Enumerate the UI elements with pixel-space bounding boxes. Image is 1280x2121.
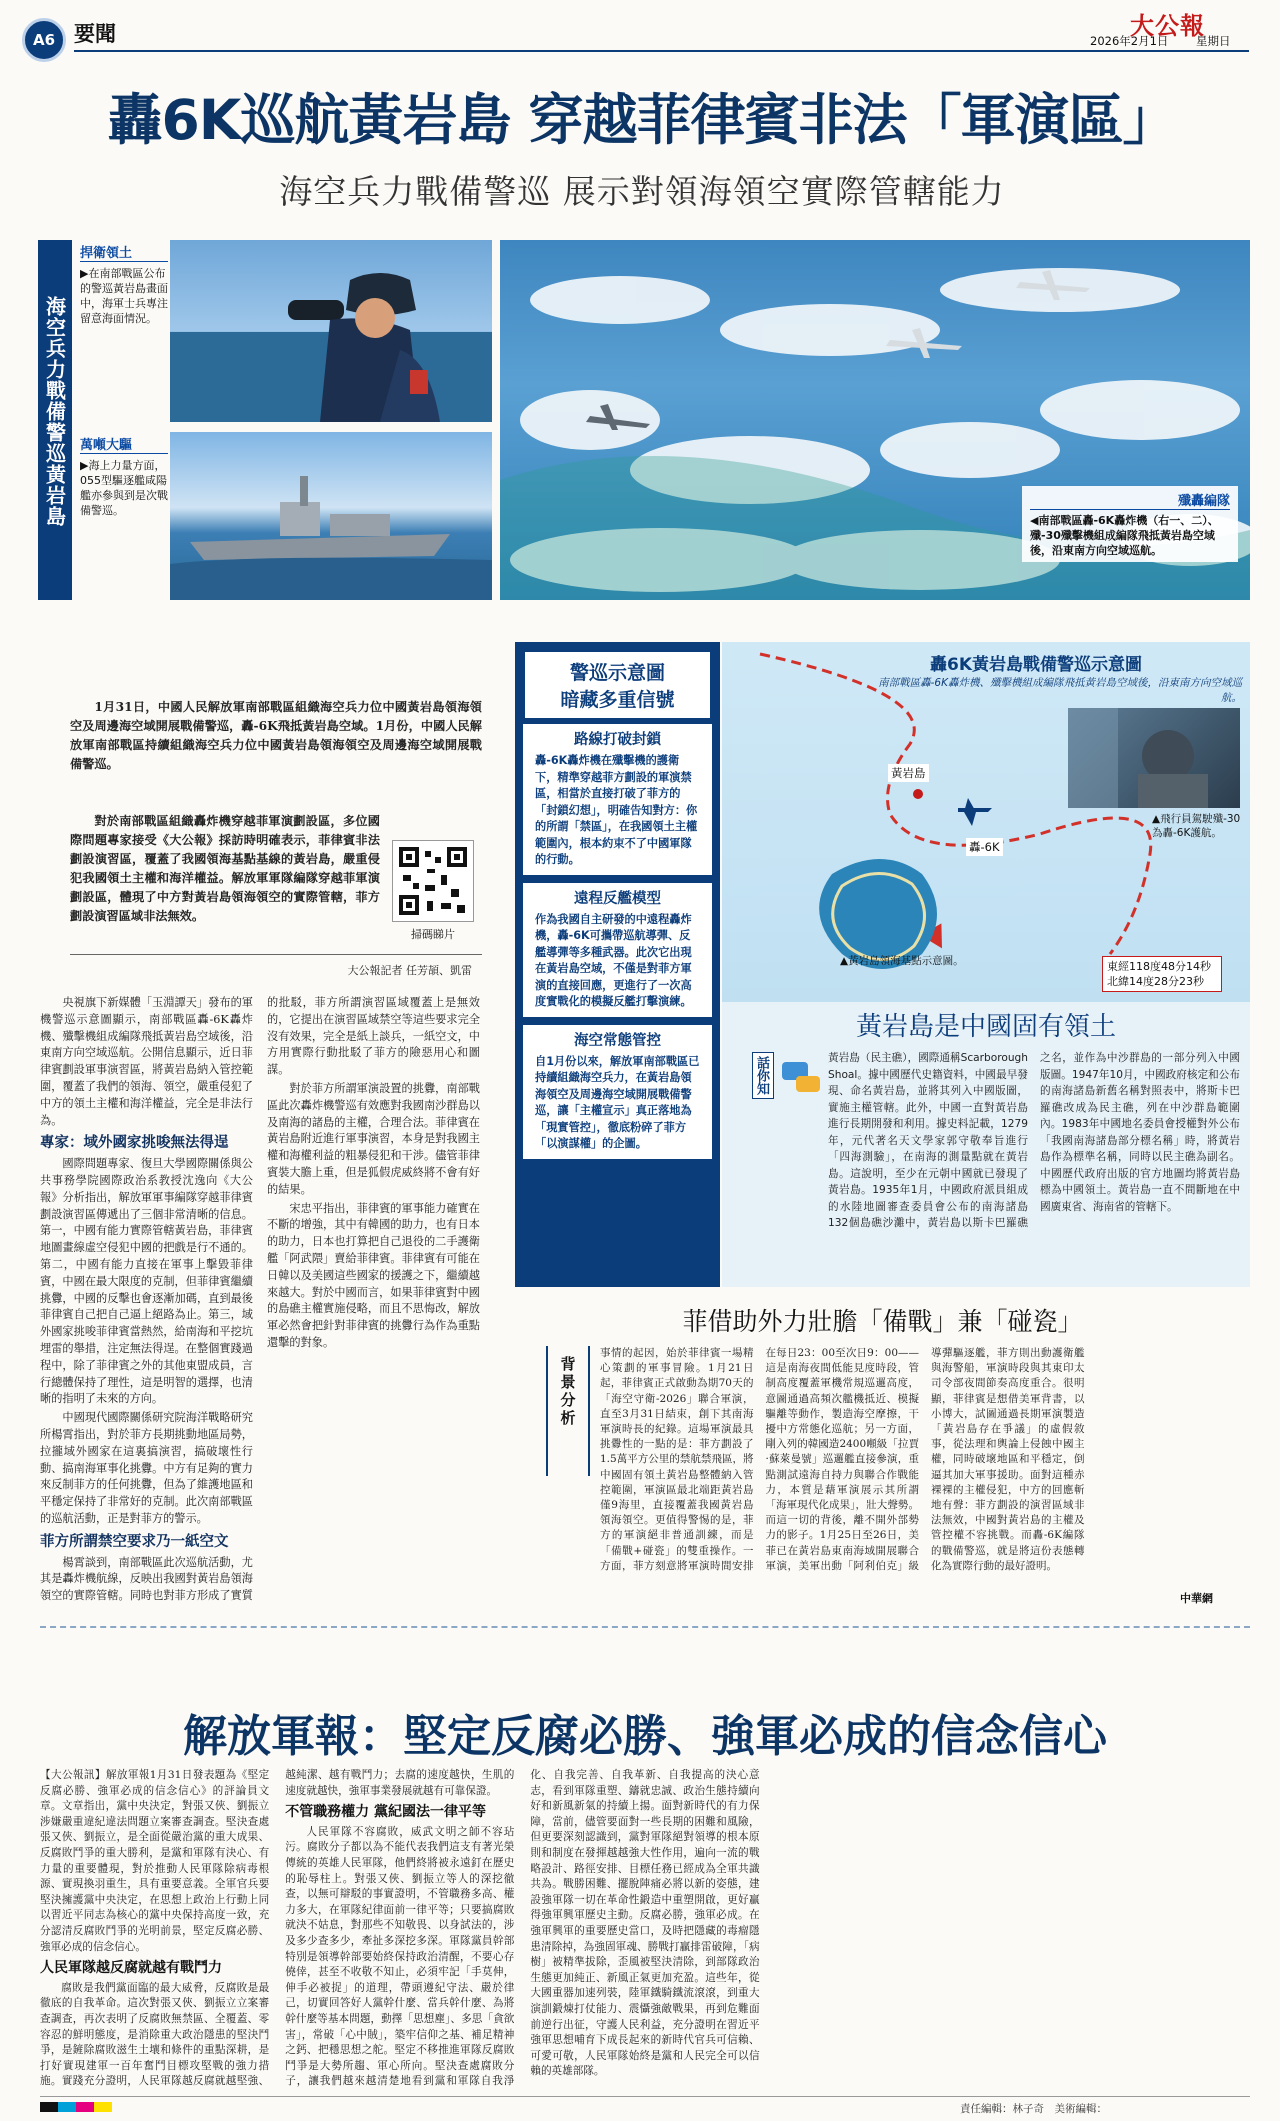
analysis-text: 事情的起因，始於菲律賓一場精心策劃的軍事冒險。1月21日起，菲律賓正式啟動為期70天的「海空守衛-2026」聯合軍演，直至3月31日結束，創下其南海軍演時長的紀錄。這場軍演最具挑釁性的一點的是：菲方劃設了1.5萬平方公里的禁航禁飛區，將中國固有領土黃岩島整體納入管控範圍，軍演區最北端距黃岩島僅9海里，直接覆蓋我國黃岩島領海領空。更值得警惕的是，菲方的軍演絕非普通訓練，而是「備戰+碰瓷」的雙重操作。一方面，菲方刻意將軍演時間安排在每日23：00至次日9：00——這是南海夜間低能見度時段，管制高度覆蓋軍機常規巡邏高度，意圖通過高頻次艦機抵近、模擬驅離等動作，製造海空摩擦，干擾中方常態化巡航；另一方面，剛入列的韓國造2400噸級「拉賈·蘇萊曼號」巡邏艦直接參演，重點測試遠海自持力與聯合作戰能力，本質是藉軍演展示其所謂「海軍現代化成果」，壯大聲勢。而這一切的背後，離不開外部勢力的影子。1月25日至26日，美菲已在黃岩島東南海域開展聯合軍演，美軍出動「阿利伯克」級導彈驅逐艦，菲方則出動護衛艦與海警船，軍演時段與其東印太司令部夜間節奏高度重合。很明顯，菲律賓是想借美軍背書，以小博大，試圖通過長期軍演製造「黃岩島存在爭議」的虛假敘事，從法理和輿論上侵蝕中國主權，同時破壞地區和平穩定，倒逼其加大軍事援助。面對這種赤裸裸的主權侵犯，中方的回應斬地有聲：菲方劃設的演習區域非法無效，中國對黃岩島的主權及管控權不容挑戰。而轟-6K編隊的戰備警巡，就是將這份表態轉化為實際行動的最好證明。	[600, 1347, 1085, 1572]
second-subheading-2: 不管職務權力 黨紀國法一律平等	[285, 1804, 487, 1821]
sidebar-section-title-1: 路線打破封鎖	[523, 724, 712, 753]
sidebar-title-top: 警巡示意圖	[569, 662, 665, 684]
masthead-logo: 大公報	[1130, 11, 1205, 40]
body-paragraph-3: 中國現代國際關係研究院海洋戰略研究所楊霄指出，對於菲方長期挑動地區局勢，拉攏域外國家在這裏搞演習，搞破壞性行動、搞南海軍事化挑釁。中方有足夠的實力來反制菲方的任何挑釁，但為了維護地區和平穩定保持了非常好的克制。此次南部戰區的巡航活動，正是對菲方的警示。	[40, 1411, 253, 1525]
pilot-caption: ▲飛行員駕駛殲-30為轟-6K護航。	[1152, 813, 1241, 839]
photo-tag-2: 萬噸大驅	[80, 434, 168, 454]
footer-rule	[40, 2096, 1250, 2097]
issue-weekday: 星期日	[1196, 34, 1231, 48]
print-color-bar	[40, 2102, 112, 2112]
coord-latitude: 北緯14度28分23秒	[1107, 975, 1204, 988]
photo-caption-2	[80, 434, 168, 518]
body-paragraph-1: 央視旗下新媒體「玉淵譚天」發布的軍機警巡示意圖顯示，南部戰區轟-6K轟炸機、殲擊機組成編隊飛抵黃岩島空域後，沿東南方向空域巡航。公開信息顯示，近日菲律賓劃設軍事演習區，將黃岩島納入管控範圍，覆蓋了我們的領海、領空，嚴重侵犯了中方的領土主權和海洋權益，完全是非法行為。	[40, 996, 253, 1127]
section-separator	[40, 1626, 1250, 1628]
photo-caption-3	[1022, 486, 1238, 562]
photo-tag-3: 殲轟編隊	[1030, 490, 1230, 510]
sidebar-title-box	[525, 652, 710, 718]
body-paragraph-5: 對於菲方所謂軍演設置的挑釁，南部戰區此次轟炸機警巡有效應對我國南沙群島以及南海的諸島的主權，合理合法。菲律賓在黃岩島附近進行軍事演習，本身是對我國主權和海權利益的粗暴侵犯和干涉。儘管菲律賓裝大膽上重，但是狐假虎威終將不會有好的結果。	[267, 1081, 480, 1196]
knowledge-title: 黃岩島是中國固有領土	[855, 1012, 1116, 1042]
patrol-map	[722, 642, 1250, 1018]
pilot-photo	[1068, 708, 1240, 808]
footer-credits: 責任編輯：林子奇 美術編輯：	[960, 2103, 1107, 2115]
page-number: A6	[32, 31, 56, 49]
second-subheading-1: 人民軍隊越反腐就越有戰鬥力	[40, 1960, 222, 1977]
sidebar-section-3	[523, 1025, 712, 1159]
map-subtitle: 南部戰區轟-6K轟炸機、殲擊機組成編隊飛抵黃岩島空域後，沿東南方向空域巡航。	[878, 677, 1242, 704]
photo-caption-1	[80, 242, 168, 326]
sidebar-section-title-2: 遠程反艦模型	[523, 883, 712, 912]
sidebar-section-2	[523, 883, 712, 1017]
article-body	[40, 995, 480, 1607]
photo-tag-1: 捍衛領土	[80, 242, 168, 262]
photo-destroyer	[170, 432, 492, 600]
analysis-byline: 中華網	[1180, 1592, 1213, 1605]
body-paragraph-2: 國際問題專家、復旦大學國際關係與公共事務學院國際政治系教授沈逸向《大公報》分析指出，解放軍軍事編隊穿越菲律賓劃設演習區傳遞出了三個非常清晰的信息。第一，中國有能力實際管轄黃岩島，菲律賓地圖畫線虛空侵犯中國的把戲是行不通的。第二，中國有能力直接在軍事上擊毀菲律賓，中國在最大限度的克制，但菲律賓繼續挑釁，中國的反擊也會逐漸加碼，直到最後菲律賓自己把自己逼上絕路為止。第三，域外國家挑唆菲律賓當熱然，給南海和平挖坑埋雷的舉措，注定無法得逞。在整個實踐過程中，除了菲律賓之外的其他東盟成員，言行總體保持了理性，這是明智的選擇，也清晰的指明了未來的方向。	[40, 1157, 253, 1406]
body-paragraph-6: 宋忠平指出，菲律賓的軍事能力確實在不斷的增強，其中有韓國的助力，也有日本的助力，日本也打算把自己退役的二手護衛艦「阿武隈」賣給菲律賓。菲律賓有可能在日韓以及美國這些國家的援護之下，繼續越來越大。對於中國而言，如果菲律賓對中國的島礁主權實施侵略，而且不思悔改，解放軍必然會把針對菲律賓的挑釁行為作為重點還擊的對象。	[267, 1201, 480, 1349]
page-header	[0, 0, 1280, 62]
vertical-title: 海空兵力戰備警巡黃岩島	[42, 296, 67, 527]
main-headline: 轟6K巡航黃岩島 穿越菲律賓非法「軍演區」	[107, 88, 1177, 152]
second-body	[40, 1768, 1250, 2090]
photo-caption-text-3: ◀南部戰區轟-6K轟炸機（右一、二）、殲-30殲擊機組成編隊飛抵黃岩島空域後，沿東南方向空域巡航。	[1030, 514, 1219, 557]
page-number-badge	[22, 18, 66, 62]
lead-paragraph-2: 對於南部戰區組織轟炸機穿越菲軍演劃設區，多位國際問題專家接受《大公報》採訪時明確表示，菲律賓非法劃設演習區，覆蓋了我國領海基點基線的黃岩島，嚴重侵犯我國領土主權和海洋權益。解放軍軍隊編隊穿越菲軍演劃設區，體現了中方對黃岩島領海領空的實際管轄，菲方劃設演習區域非法無效。	[70, 814, 380, 923]
qr-code[interactable]	[392, 840, 474, 922]
second-paragraph-1: 【大公報訊】解放軍報1月31日發表題為《堅定反腐必勝、強軍必成的信念信心》的評論員文章。文章指出，黨中央決定，對張又俠、劉振立涉嫌嚴重違紀違法問題立案審查調查。堅決查處張又俠、劉振立，是全面從嚴治黨的重大成果、反腐敗鬥爭的重大勝利，是黨和軍隊有決心、有力量的重要體現，對於推動人民軍隊除病毒根源、實現換羽重生，具有重要意義。全軍官兵要堅決擁護黨中央決定，在思想上政治上行動上同以習近平同志為核心的黨中央保持高度一致，充分認清反腐敗鬥爭的光明前景，堅定反腐必勝、強軍必成的信念信心。	[40, 1769, 270, 1953]
byline-divider	[70, 954, 482, 955]
sub-headline: 海空兵力戰備警巡 展示對領海領空實際管轄能力	[279, 172, 1005, 211]
body-subheading-2: 菲方所謂禁空要求乃一紙空文	[40, 1533, 229, 1550]
knowledge-box	[722, 1002, 1250, 1287]
vertical-title-bar	[38, 240, 72, 600]
map-title: 轟6K黃岩島戰備警巡示意圖	[929, 655, 1142, 675]
lead-text	[70, 698, 482, 776]
sidebar-section-1	[523, 724, 712, 875]
map-label-island: 黃岩島	[888, 764, 929, 782]
map-inset-caption: ▲黃岩島領海基點示意圖。	[840, 955, 964, 967]
issue-date: 2026年2月1日	[1090, 34, 1169, 48]
sidebar-section-text-3: 自1月份以來，解放軍南部戰區已持續組織海空兵力，在黃岩島領海領空及周邊海空域開展戰備警巡，讓「主權宣示」真正落地為「現實管控」，徹底粉碎了菲方「以演謀權」的企圖。	[535, 1054, 700, 1150]
sidebar-section-text-2: 作為我國自主研發的中遠程轟炸機，轟-6K可攜帶巡航導彈、反艦導彈等多種武器。此次它出現在黃岩島空域，不僅是對菲方軍演的直接回應，更進行了一次高度實戰化的模擬反艦打擊演練。	[535, 912, 692, 1008]
second-paragraph-3: 人民軍隊不容腐敗，威武文明之師不容玷污。腐敗分子都以為不能代表我們這支有著光榮傳統的英雄人民軍隊，他們終將被永遠釘在歷史的恥辱柱上。對張又俠、劉振立等人的深挖徹查，以無可辯駁的事實證明，不管職務多高、權力多大，在軍隊紀律面前一律平等；只要搞腐敗就決不姑息，對那些不知敬畏、以身試法的，涉及多少查多少，牽扯多深挖多深。軍隊黨員幹部特別是領導幹部要始終保持政治清醒，不要心存僥倖，甚至不收敬不知止，必須牢記「手莫伸，伸手必被捉」的道理，帶頭遵紀守法、嚴於律己，切實回答好人黨幹什麼、當兵幹什麼、為將幹什麼等基本問題，動擇「思想塵」、多思「貪欲害」，常破「心中賊」，築牢信仰之基、補足精神之鈣、把穩思想之舵。堅定不移推進軍隊反腐敗鬥爭是大勢所趨、軍心所向。堅決查處腐敗分子，讓我們越來越清楚地看到黨和軍隊自我淨化、自我完善、自我革新、自我提高的決心意志，看到軍隊重塑、鑄就忠誠、政治生態持續向好和新風新氣的持續上揚。面對新時代的有力保障，當前，儘管要面對一些長期的困難和風險，但更要深刻認識到，黨對軍隊絕對領導的根本原則和制度在發揮越越強大性作用，遍向一流的戰略設計、路徑安排、目標任務已經成為全軍共識共為。戰勝困難、擺脫陣痛必將以新的姿態，建設強軍隊一切在革命性鍛造中重塑開啟，更好贏得強軍興軍歷史主動。反腐必勝，強軍必成。在強軍興軍的重要歷史當口，及時把隱藏的毒瘤隱患清除掉，為強固軍魂、勝戰打贏排雷破障，「病樹」被精準拔除，歪風被堅決清除，到部隊政治生態更加純正、新風正氣更加充盈。這些年，從大國重器加速列裝，陸軍鐵騎鐵流滾滾，到重大演訓鍛煉打仗能力、震懾強敵戰果，再到危難面前逆行出征，守護人民利益，充分證明在習近平強軍思想哺育下成長起來的新時代官兵可信賴、可愛可敬，人民軍隊始終是黨和人民完全可以信賴的英雄部隊。	[285, 1769, 760, 2088]
knowledge-text: 黃岩島（民主礁），國際通稱Scarborough Shoal。據中國歷代史籍資料，中國最早發現、命名黃岩島，並將其列入中國版圖，實施主權管轄。此外，中國一直對黃岩島進行長期開發和利用。據史料記載，1279年，元代著名天文學家郭守敬奉旨進行「四海測驗」，在南海的測量點就在黃岩島。這說明，至少在元朝中國就已發現了黃岩島。1935年1月，中國政府派員組成的水陸地圖審查委員會公布的南海諸島132個島礁沙灘中，黃岩島以斯卡巴羅礁之名，並作為中沙群島的一部分列入中國版圖。1947年10月，中國政府核定和公布的南海諸島新舊名稱對照表中，將斯卡巴羅礁改成為民主礁，列在中沙群島範圍內。1983年中國地名委員會授權對外公布「我國南海諸島部分標名稱」時，將黃岩島作為標準名稱，同時以民主礁為副名。中國歷代政府出版的官方地圖均將黃岩島標為中國領土。黃岩島一直不間斷地在中國廣東省、海南省的管轄下。	[828, 1052, 1240, 1229]
coord-longitude: 東經118度48分14秒	[1107, 960, 1211, 973]
chat-icon	[780, 1058, 824, 1102]
header-rule	[74, 50, 1249, 52]
sidebar-section-title-3: 海空常態管控	[523, 1025, 712, 1054]
qr-label: 掃碼睇片	[411, 928, 455, 941]
second-paragraph-2: 腐敗是我們黨面臨的最大威脅，反腐敗是最徹底的自我革命。這次對張又俠、劉振立立案審查調查，再次表明了反腐敗無禁區、全覆蓋、零容忍的鮮明態度，是消除重大政治隱患的堅決鬥爭，是鏟除腐敗滋生土壤和條件的重點深耕，是打好實現建軍一百年奮鬥目標攻堅戰的強力措施。實踐充分證明，人民軍隊越反腐就越堅強、越純潔、越有戰鬥力；去腐的速度越快，生肌的速度就越快，強軍事業發展就越有可靠保證。	[40, 1769, 515, 2088]
section-label: 要聞	[74, 22, 116, 46]
photo-caption-text-1: ▶在南部戰區公布的警巡黃岩島畫面中，海軍士兵專注留意海面情況。	[80, 267, 168, 325]
sidebar-title-bottom: 暗藏多重信號	[560, 689, 675, 711]
analysis-tag: 背景分析	[558, 1356, 577, 1428]
lead-byline: 大公報記者 任芳頡、凱雷	[347, 964, 472, 977]
photo-caption-text-2: ▶海上力量方面，055型驅逐艦咸陽艦亦參與到是次戰備警巡。	[80, 459, 168, 517]
photo-soldier-binoculars	[170, 240, 492, 422]
second-headline: 解放軍報：堅定反腐必勝、強軍必成的信念信心	[183, 1711, 1107, 1762]
analysis-headline: 菲借助外力壯膽「備戰」兼「碰瓷」	[682, 1307, 1083, 1336]
coord-box	[1102, 956, 1222, 992]
knowledge-tag: 話你知	[752, 1052, 774, 1099]
map-label-aircraft: 轟-6K	[966, 838, 1003, 856]
lead-paragraph-1: 1月31日，中國人民解放軍南部戰區組織海空兵力位中國黃岩島領海領空及周邊海空域開展戰備警巡，轟-6K飛抵黃岩島空域。1月份，中國人民解放軍南部戰區持續組織海空兵力位中國黃岩島領海領空及周邊海空域開展戰備警巡。	[70, 700, 482, 771]
signal-sidebar	[515, 642, 720, 1287]
sidebar-section-text-1: 轟-6K轟炸機在殲擊機的護衛下，精準穿越菲方劃設的軍演禁區，相當於直接打破了菲方的「封鎖幻想」，明確告知對方：你的所謂「禁區」，在我國領土主權範圍內，根本約束不了中國軍隊的行動。	[535, 754, 698, 866]
body-subheading-1: 專家：域外國家挑唆無法得逞	[40, 1135, 229, 1152]
body-paragraph-4: 楊霄談到，南部戰區此次巡航活動，尤其是轟炸機航線，反映出我國對黃岩島領海領空的實際管轄。同時也對菲方形成了實質的批駁，菲方所謂演習區域覆蓋上是無效的，它提出在演習區域禁空等這些要求完全沒有效果，完全是紙上談兵，一紙空文，中方用實際行動批駁了菲方的險惡用心和圖謀。	[40, 996, 480, 1603]
lead-text-2	[70, 812, 380, 928]
analysis-tag-box	[546, 1346, 590, 1476]
